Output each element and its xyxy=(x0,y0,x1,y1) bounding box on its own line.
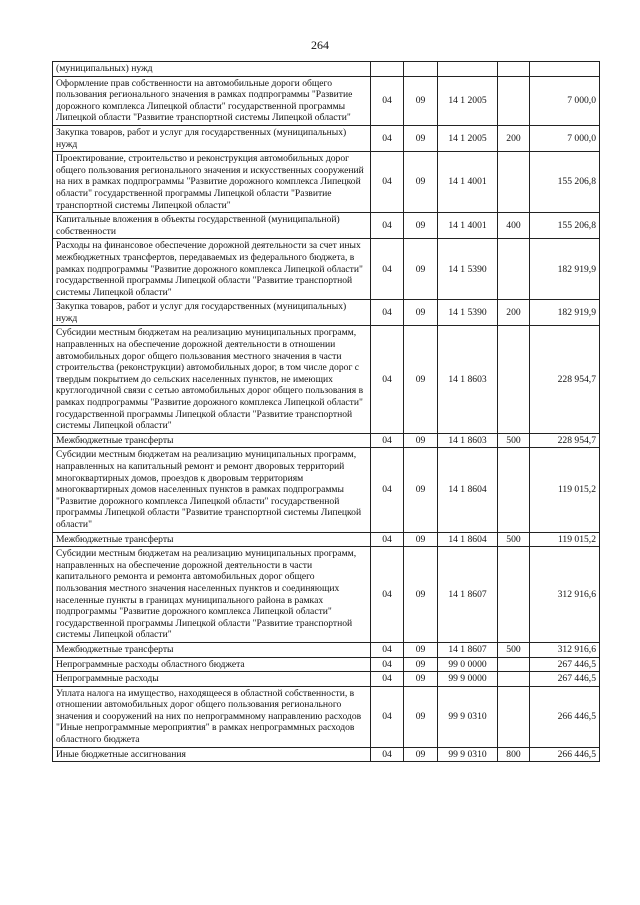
expense-type-code-cell xyxy=(498,448,530,532)
table-row xyxy=(53,62,600,77)
target-item-code-cell: 14 1 8604 xyxy=(438,448,498,532)
expense-type-code-cell xyxy=(498,239,530,300)
section-code-cell: 04 xyxy=(371,239,404,300)
table-row xyxy=(53,76,600,125)
expense-name-cell: Проектирование, строительство и реконструкция автомобильных дорог общего пользования регионального значения и искусственных сооружений на них в рамках подпрограммы "Развитие дорожного комплекса Липецкой области" государственной программы Липецкой области "Развитие транспортной системы Липецкой области" xyxy=(53,152,371,213)
target-item-code-cell: 99 9 0000 xyxy=(438,672,498,687)
expense-name-cell: Уплата налога на имущество, находящееся в областной собственности, в отношении автомобильных дорог общего пользования регионального значения и сооружений на них по непрограммному направлению расходов "Иные непрограммные мероприятия" в рамках непрограммных расходов областного бюджета xyxy=(53,686,371,747)
target-item-code-cell: 14 1 5390 xyxy=(438,239,498,300)
amount-cell: 228 954,7 xyxy=(530,433,600,448)
subsection-code-cell: 09 xyxy=(404,686,438,747)
expense-name-cell: Непрограммные расходы областного бюджета xyxy=(53,657,371,672)
amount-cell xyxy=(530,62,600,77)
subsection-code-cell: 09 xyxy=(404,239,438,300)
section-code-cell: 04 xyxy=(371,657,404,672)
section-code-cell: 04 xyxy=(371,433,404,448)
expense-name-cell: Иные бюджетные ассигнования xyxy=(53,747,371,762)
table-row xyxy=(53,672,600,687)
budget-table-body xyxy=(53,62,600,762)
expense-name-cell: Субсидии местным бюджетам на реализацию муниципальных программ, направленных на капитальный ремонт и ремонт дворовых территорий многоквартирных домов, проездов к дворовым территориям многоквартирных домов населенных пунктов в рамках подпрограммы "Развитие дорожного комплекса Липецкой области" государственной программы Липецкой области "Развитие транспортной системы Липецкой области" xyxy=(53,448,371,532)
section-code-cell: 04 xyxy=(371,213,404,239)
target-item-code-cell xyxy=(438,62,498,77)
table-row xyxy=(53,300,600,326)
table-row xyxy=(53,642,600,657)
expense-name-cell: Межбюджетные трансферты xyxy=(53,642,371,657)
expense-name-cell: Закупка товаров, работ и услуг для государственных (муниципальных) нужд xyxy=(53,300,371,326)
subsection-code-cell: 09 xyxy=(404,213,438,239)
table-row xyxy=(53,532,600,547)
section-code-cell: 04 xyxy=(371,747,404,762)
amount-cell: 155 206,8 xyxy=(530,152,600,213)
expense-type-code-cell xyxy=(498,62,530,77)
target-item-code-cell: 99 9 0310 xyxy=(438,686,498,747)
target-item-code-cell: 14 1 8607 xyxy=(438,547,498,643)
target-item-code-cell: 14 1 8603 xyxy=(438,326,498,433)
amount-cell: 312 916,6 xyxy=(530,547,600,643)
target-item-code-cell: 14 1 8603 xyxy=(438,433,498,448)
subsection-code-cell: 09 xyxy=(404,657,438,672)
target-item-code-cell: 14 1 8607 xyxy=(438,642,498,657)
budget-table xyxy=(52,61,600,762)
expense-name-cell: Субсидии местным бюджетам на реализацию муниципальных программ, направленных на обеспечение дорожной деятельности в отношении автомобильных дорог общего пользования местного значения в части строительства (реконструкции) автомобильных дорог, в том числе дорог с твердым покрытием до сельских населенных пунктов, не имеющих круглогодичной связи с сетью автомобильных дорог общего пользования в рамках подпрограммы "Развитие дорожного комплекса Липецкой области" государственной программы Липецкой области "Развитие транспортной системы Липецкой области" xyxy=(53,326,371,433)
expense-type-code-cell: 500 xyxy=(498,642,530,657)
expense-name-cell: Межбюджетные трансферты xyxy=(53,433,371,448)
amount-cell: 155 206,8 xyxy=(530,213,600,239)
subsection-code-cell: 09 xyxy=(404,76,438,125)
expense-type-code-cell xyxy=(498,326,530,433)
target-item-code-cell: 14 1 8604 xyxy=(438,532,498,547)
expense-name-cell: Закупка товаров, работ и услуг для государственных (муниципальных) нужд xyxy=(53,125,371,151)
expense-type-code-cell: 500 xyxy=(498,532,530,547)
amount-cell: 312 916,6 xyxy=(530,642,600,657)
table-row xyxy=(53,239,600,300)
amount-cell: 7 000,0 xyxy=(530,76,600,125)
amount-cell: 119 015,2 xyxy=(530,448,600,532)
table-row xyxy=(53,747,600,762)
expense-name-cell: Межбюджетные трансферты xyxy=(53,532,371,547)
section-code-cell: 04 xyxy=(371,642,404,657)
expense-type-code-cell: 500 xyxy=(498,433,530,448)
target-item-code-cell: 14 1 2005 xyxy=(438,125,498,151)
subsection-code-cell: 09 xyxy=(404,448,438,532)
expense-type-code-cell xyxy=(498,686,530,747)
expense-type-code-cell xyxy=(498,547,530,643)
amount-cell: 266 446,5 xyxy=(530,747,600,762)
amount-cell: 7 000,0 xyxy=(530,125,600,151)
expense-type-code-cell xyxy=(498,76,530,125)
amount-cell: 267 446,5 xyxy=(530,672,600,687)
subsection-code-cell: 09 xyxy=(404,642,438,657)
target-item-code-cell: 14 1 4001 xyxy=(438,152,498,213)
page-number: 264 xyxy=(311,38,329,52)
expense-type-code-cell xyxy=(498,672,530,687)
section-code-cell: 04 xyxy=(371,326,404,433)
expense-type-code-cell: 400 xyxy=(498,213,530,239)
section-code-cell: 04 xyxy=(371,532,404,547)
target-item-code-cell: 14 1 4001 xyxy=(438,213,498,239)
subsection-code-cell: 09 xyxy=(404,433,438,448)
subsection-code-cell: 09 xyxy=(404,547,438,643)
section-code-cell: 04 xyxy=(371,152,404,213)
expense-name-cell: Субсидии местным бюджетам на реализацию муниципальных программ, направленных на обеспечение дорожной деятельности в части капитального ремонта и ремонта автомобильных дорог общего пользования местного значения населенных пунктов и соединяющих населенные пункты в границах муниципального района в рамках подпрограммы "Развитие дорожного комплекса Липецкой области" государственной программы Липецкой области "Развитие транспортной системы Липецкой области" xyxy=(53,547,371,643)
expense-type-code-cell xyxy=(498,657,530,672)
expense-type-code-cell: 200 xyxy=(498,125,530,151)
section-code-cell: 04 xyxy=(371,448,404,532)
amount-cell: 266 446,5 xyxy=(530,686,600,747)
table-row xyxy=(53,686,600,747)
expense-name-cell: Расходы на финансовое обеспечение дорожной деятельности за счет иных межбюджетных трансфертов, передаваемых из федерального бюджета, в рамках подпрограммы "Развитие дорожного комплекса Липецкой области" государственной программы Липецкой области "Развитие транспортной системы Липецкой области" xyxy=(53,239,371,300)
section-code-cell: 04 xyxy=(371,672,404,687)
amount-cell: 182 919,9 xyxy=(530,239,600,300)
section-code-cell: 04 xyxy=(371,76,404,125)
target-item-code-cell: 14 1 5390 xyxy=(438,300,498,326)
subsection-code-cell: 09 xyxy=(404,747,438,762)
table-row xyxy=(53,657,600,672)
amount-cell: 267 446,5 xyxy=(530,657,600,672)
table-row xyxy=(53,326,600,433)
table-row xyxy=(53,213,600,239)
section-code-cell: 04 xyxy=(371,300,404,326)
subsection-code-cell: 09 xyxy=(404,326,438,433)
expense-name-cell: (муниципальных) нужд xyxy=(53,62,371,77)
subsection-code-cell: 09 xyxy=(404,300,438,326)
table-row xyxy=(53,547,600,643)
subsection-code-cell: 09 xyxy=(404,152,438,213)
section-code-cell: 04 xyxy=(371,686,404,747)
target-item-code-cell: 99 9 0310 xyxy=(438,747,498,762)
target-item-code-cell: 14 1 2005 xyxy=(438,76,498,125)
expense-name-cell: Капитальные вложения в объекты государственной (муниципальной) собственности xyxy=(53,213,371,239)
section-code-cell: 04 xyxy=(371,547,404,643)
expense-type-code-cell xyxy=(498,152,530,213)
expense-type-code-cell: 800 xyxy=(498,747,530,762)
subsection-code-cell: 09 xyxy=(404,532,438,547)
section-code-cell: 04 xyxy=(371,125,404,151)
table-row xyxy=(53,152,600,213)
table-row xyxy=(53,433,600,448)
section-code-cell xyxy=(371,62,404,77)
amount-cell: 182 919,9 xyxy=(530,300,600,326)
subsection-code-cell: 09 xyxy=(404,672,438,687)
subsection-code-cell: 09 xyxy=(404,125,438,151)
table-row xyxy=(53,448,600,532)
subsection-code-cell xyxy=(404,62,438,77)
target-item-code-cell: 99 0 0000 xyxy=(438,657,498,672)
amount-cell: 228 954,7 xyxy=(530,326,600,433)
expense-name-cell: Непрограммные расходы xyxy=(53,672,371,687)
expense-type-code-cell: 200 xyxy=(498,300,530,326)
table-row xyxy=(53,125,600,151)
amount-cell: 119 015,2 xyxy=(530,532,600,547)
expense-name-cell: Оформление прав собственности на автомобильные дороги общего пользования регионального значения в рамках подпрограммы "Развитие дорожного комплекса Липецкой области" государственной программы Липецкой области "Развитие транспортной системы Липецкой области" xyxy=(53,76,371,125)
